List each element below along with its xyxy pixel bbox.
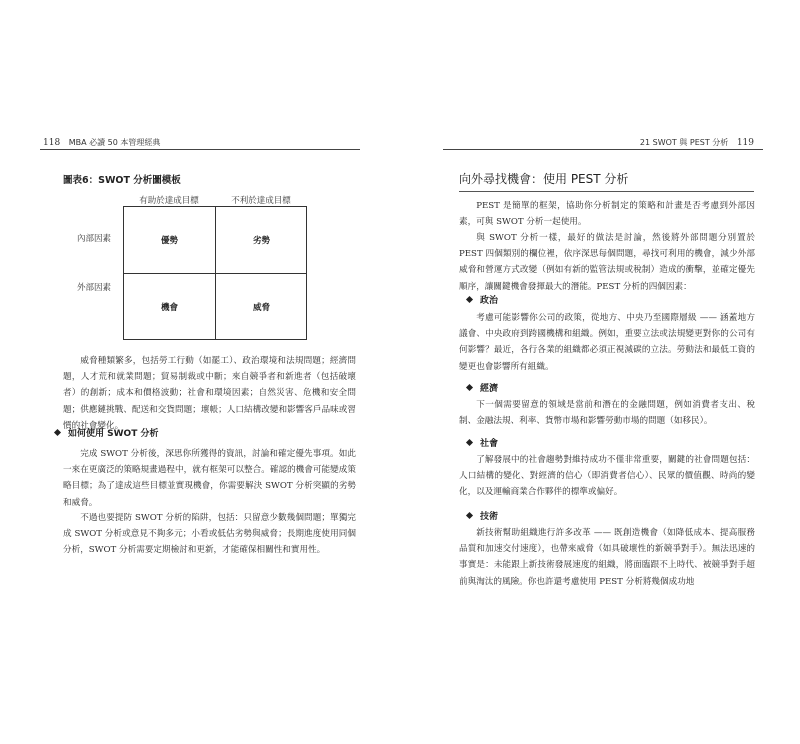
left-book-title: MBA 必讀 50 本管理經典 (68, 138, 161, 147)
pest-intro-paragraph-2: 與 SWOT 分析一樣，最好的做法是討論，然後將外部問題分別置於 PEST 四個類別的欄位裡，依序深思每個問題，尋找可利用的機會，減少外部威脅和營運方式改變（例如有新的監管法規或稅制）造成的衝擊，並確定優先順序，讓關鍵機會發揮最大的潛能。PEST 分析的四個因素： (459, 233, 755, 292)
pest-political-text: 考慮可能影響你公司的政策，從地方、中央乃至國際層級 —— 涵蓋地方議會、中央政府到跨國機構和組織。例如，重要立法或法規變更對你的公司有何影響？最近，各行各業的組織都必須正視減碳的立法。勞動法和最低工資的變更也會影響所有組織。 (459, 313, 755, 372)
bullet-diamond-icon (466, 439, 473, 446)
right-page-number: 119 (736, 138, 754, 148)
section-heading-how-to-use (55, 426, 158, 439)
swot-grid (123, 206, 307, 340)
threats-paragraph: 威脅種類繁多，包括勞工行動（如罷工）、政治環境和法規問題；經濟問題，人才荒和就業問題；貿易制裁或中斷；來自競爭者和新進者（包括破壞者）的創新；成本和價格波動；社會和環境因素；自然災害、危機和安全問題；供應鏈挑戰、配送和交貨問題；壞帳；人口結構改變和影響客戶品味或習慣的社會變化。 (63, 356, 356, 431)
section-title-rule (459, 191, 754, 192)
pest-heading-text: 經濟 (480, 384, 499, 394)
col-header-helpful: 有助於達成目標 (139, 196, 199, 206)
right-chapter-title: 21 SWOT 與 PEST 分析 (639, 138, 729, 147)
bullet-diamond-icon (466, 512, 473, 519)
section-title-pest: 向外尋找機會：使用 PEST 分析 (459, 172, 629, 186)
row-header-external: 外部因素 (76, 283, 111, 293)
cell-threats: 威脅 (252, 303, 270, 313)
bullet-diamond-icon (466, 296, 473, 303)
figure-title: 圖表6：SWOT 分析圖模板 (63, 175, 181, 186)
pest-heading-technology (467, 509, 498, 522)
pest-heading-social (467, 436, 498, 449)
how-to-use-paragraph-1: 完成 SWOT 分析後，深思你所獲得的資訊，討論和確定優先事項。如此一來在更廣泛的策略規畫過程中，就有框架可以整合。確認的機會可能變成策略目標；為了達成這些目標並實現機會，你需要解決 SWOT 分析突顯的劣勢和威脅。 (63, 449, 356, 508)
pest-heading-text: 社會 (480, 439, 499, 449)
pest-intro-paragraph-1: PEST 是簡單的框架，協助你分析制定的策略和計畫是否考慮到外部因素，可與 SWOT 分析一起使用。 (459, 201, 755, 228)
pest-heading-text: 技術 (480, 512, 499, 522)
bullet-diamond-icon (54, 429, 61, 436)
pest-heading-economic (467, 381, 498, 394)
how-to-use-paragraph-2: 不過也要提防 SWOT 分析的陷阱，包括：只留意少數幾個問題；單獨完成 SWOT 分析或意見不夠多元；小看或低估劣勢與威脅；長期進度使用同個分析，SWOT 分析需要定期檢討和更新，才能確保相關性和實用性。 (63, 513, 356, 556)
pest-heading-text: 政治 (480, 296, 499, 306)
section-heading-text: 如何使用 SWOT 分析 (68, 429, 159, 439)
left-header-rule (40, 149, 360, 150)
pest-social-text: 了解發展中的社會趨勢對維持成功不僅非常重要，關鍵的社會問題包括：人口結構的變化、對經濟的信心（即消費者信心）、民眾的價值觀、時尚的變化，以及運輸商業合作夥伴的標準或偏好。 (459, 455, 755, 498)
pest-heading-political (467, 293, 498, 306)
left-page-number: 118 (43, 138, 61, 148)
col-header-harmful: 不利於達成目標 (231, 196, 291, 206)
bullet-diamond-icon (466, 384, 473, 391)
cell-weaknesses: 劣勢 (252, 236, 270, 246)
cell-opportunities: 機會 (160, 303, 178, 313)
right-running-head (640, 137, 760, 148)
cell-strengths: 優勢 (160, 236, 178, 246)
pest-technology-text: 新技術幫助組織進行許多改革 —— 既創造機會（如降低成本、提高服務品質和加速交付速度），也帶來威脅（如具破壞性的新競爭對手）。無法迅速的事實是：未能跟上新技術發展速度的組織，將面臨跟不上時代、被競爭對手超前與淘汰的風險。你也許還考慮使用 PEST 分析將幾個成功地 (459, 528, 755, 587)
left-running-head (37, 137, 160, 148)
right-header-rule (443, 149, 763, 150)
pest-economic-text: 下一個需要留意的領域是當前和潛在的金融問題，例如消費者支出、稅制、金融法規、利率、貨幣市場和影響勞動市場的問題（如移民）。 (459, 400, 755, 427)
row-header-internal: 內部因素 (76, 234, 111, 244)
